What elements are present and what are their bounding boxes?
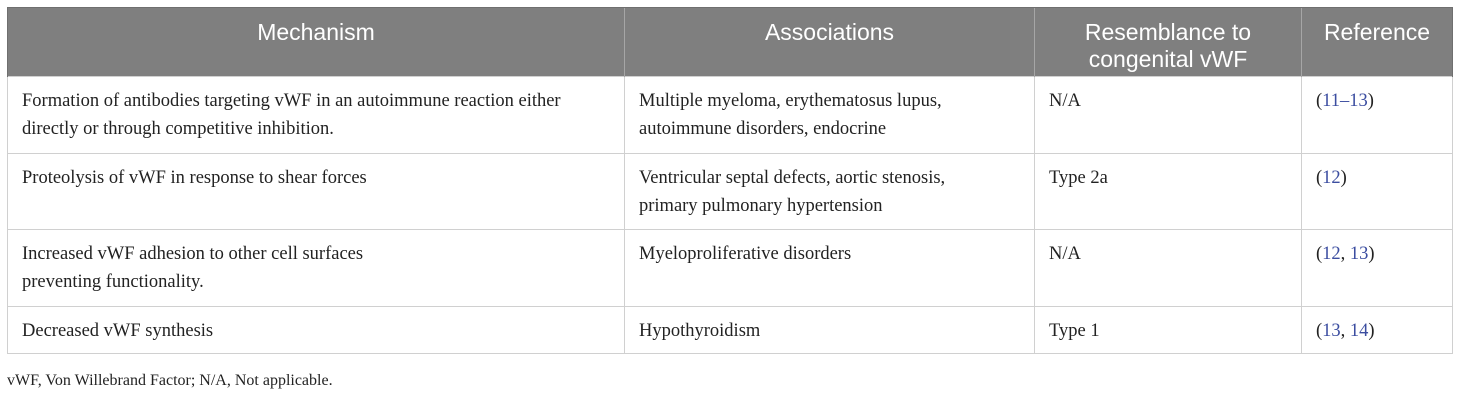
reference-paren-close: ) <box>1368 244 1375 264</box>
mechanisms-table <box>7 7 1453 354</box>
cell-associations: Multiple myeloma, erythematosus lupus, autoimmune disorders, endocrine <box>625 77 1035 154</box>
reference-paren-open: ( <box>1316 91 1323 111</box>
cell-mechanism: Proteolysis of vWF in response to shear forces <box>8 154 625 230</box>
cell-mechanism: Decreased vWF synthesis <box>8 307 625 354</box>
table-row <box>8 307 1453 354</box>
table-row <box>8 230 1453 307</box>
reference-paren-close: ) <box>1367 91 1374 111</box>
reference-paren-close: ) <box>1340 168 1347 188</box>
cell-resemblance: Type 2a <box>1035 154 1302 230</box>
table-header-row <box>8 8 1453 77</box>
table-footnote: vWF, Von Willebrand Factor; N/A, Not applicable. <box>7 372 333 389</box>
cell-associations: Ventricular septal defects, aortic stenosis, primary pulmonary hypertension <box>625 154 1035 230</box>
cell-reference <box>1302 230 1453 307</box>
cell-mechanism: Formation of antibodies targeting vWF in an autoimmune reaction either directly or through competitive inhibition. <box>8 77 625 154</box>
cell-associations: Hypothyroidism <box>625 307 1035 354</box>
header-resemblance: Resemblance to congenital vWF <box>1035 8 1302 77</box>
reference-separator: , <box>1340 244 1350 264</box>
reference-separator: , <box>1340 321 1350 341</box>
cell-associations: Myeloproliferative disorders <box>625 230 1035 307</box>
cell-reference <box>1302 307 1453 354</box>
citation-link[interactable]: 13 <box>1322 321 1341 341</box>
reference-paren-open: ( <box>1316 168 1323 188</box>
citation-link[interactable]: 11–13 <box>1322 91 1368 111</box>
citation-link[interactable]: 13 <box>1349 244 1369 264</box>
citation-link[interactable]: 12 <box>1322 244 1341 264</box>
data-table-container <box>7 7 1452 354</box>
reference-paren-open: ( <box>1316 321 1323 341</box>
cell-resemblance: N/A <box>1035 77 1302 154</box>
cell-resemblance: N/A <box>1035 230 1302 307</box>
header-reference: Reference <box>1302 8 1453 77</box>
citation-link[interactable]: 12 <box>1322 168 1341 188</box>
cell-mechanism: Increased vWF adhesion to other cell surfaces preventing functionality. <box>8 230 625 307</box>
table-row <box>8 77 1453 154</box>
citation-link[interactable]: 14 <box>1349 321 1369 341</box>
cell-reference <box>1302 77 1453 154</box>
header-associations: Associations <box>625 8 1035 77</box>
reference-paren-open: ( <box>1316 244 1323 264</box>
table-row <box>8 154 1453 230</box>
cell-reference <box>1302 154 1453 230</box>
header-mechanism: Mechanism <box>8 8 625 77</box>
reference-paren-close: ) <box>1368 321 1375 341</box>
cell-resemblance: Type 1 <box>1035 307 1302 354</box>
